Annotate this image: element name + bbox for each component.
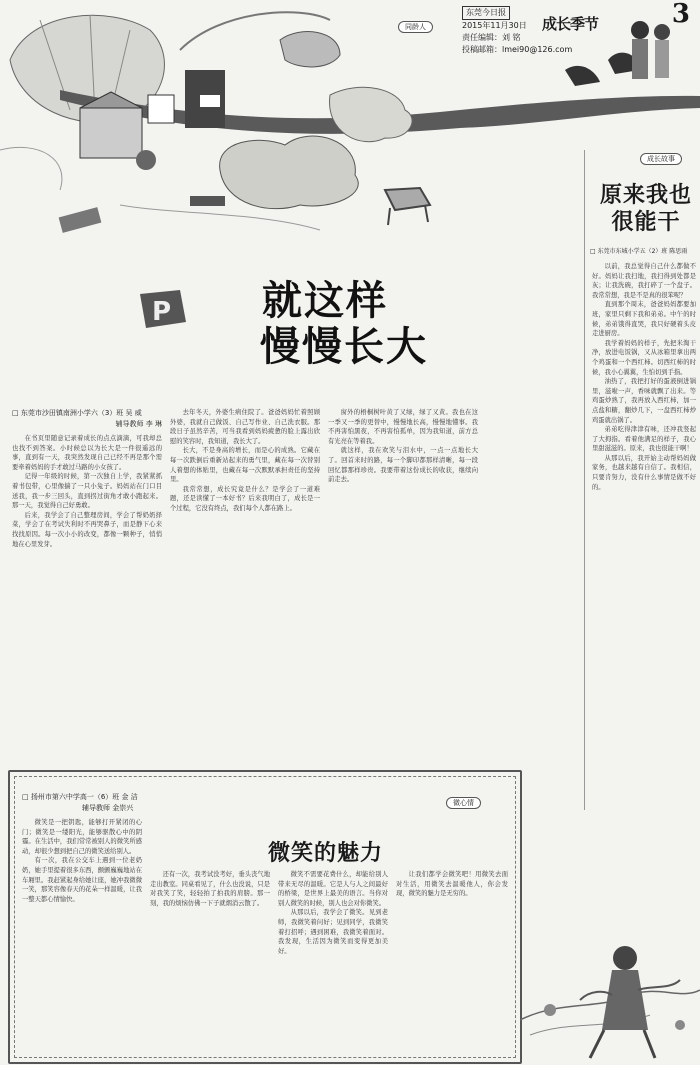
headline-line-2: 慢慢长大 bbox=[260, 324, 428, 370]
side-paragraph: 弟弟吃得津津有味，还冲我竖起了大拇指。看着他满足的样子，我心里甜滋滋的。原来，我也很能干啊！ bbox=[592, 426, 696, 453]
main-teacher: 辅导教师 李 琳 bbox=[115, 420, 162, 428]
main-paragraph: 我常常想，成长究竟是什么？是学会了一道难题，还是读懂了一本好书？后来我明白了，成长是一个过程，它没有终点，我们每个人都在路上。 bbox=[170, 485, 320, 512]
side-byline: □ 东莞市东城小学五（2）班 陈思雨 bbox=[590, 248, 688, 255]
main-column-3 bbox=[328, 408, 478, 756]
side-paragraph: 以前，我总觉得自己什么都做不好。妈妈让我扫地，我扫得到处都是灰；让我洗碗，我打碎了一个盘子。我常常想，我是不是真的很笨呢？ bbox=[592, 263, 696, 299]
side-headline-line-1: 原来我也 bbox=[599, 183, 692, 208]
main-paragraph: 就这样，我在欢笑与泪水中，一点一点地长大了。回首来时的路，每一个脚印都那样清晰，每一段回忆都那样珍贵。我要带着这份成长的收获，继续向前走去。 bbox=[328, 447, 478, 484]
main-paragraph: 长大，不是身高的增长，而是心的成熟。它藏在每一次跌倒后重新站起来的勇气里，藏在每一次替别人着想的体贴里，也藏在每一次默默承担责任的坚持里。 bbox=[170, 447, 320, 484]
email-line: 投稿邮箱：lmei90@126.com bbox=[462, 45, 573, 54]
boxed-byline bbox=[22, 792, 222, 814]
boxed-column-1 bbox=[22, 818, 142, 1048]
boxed-teacher: 辅导教师 金崇兴 bbox=[82, 804, 134, 812]
boxed-paragraph: 还有一次，我考试没考好，垂头丧气地走出教室。同桌看见了，什么也没说，只是对我笑了笑，轻轻拍了拍我的肩膀。那一刻，我的烦恼仿佛一下子就烟消云散了。 bbox=[150, 871, 270, 907]
boxed-paragraph: 微笑是一把钥匙，能够打开紧闭的心门；微笑是一缕阳光，能够驱散心中的阴霾。在生活中，我们常常被别人的微笑所感动，却很少想到把自己的微笑送给别人。 bbox=[22, 819, 142, 855]
masthead bbox=[462, 0, 692, 66]
side-tag bbox=[640, 146, 682, 165]
side-column bbox=[592, 262, 696, 802]
side-headline-line-2: 很能干 bbox=[611, 210, 681, 235]
headline-line-1: 就这样 bbox=[262, 278, 388, 324]
side-headline bbox=[596, 182, 696, 236]
main-column-1 bbox=[12, 434, 162, 756]
boxed-paragraph: 微笑不需要花费什么，却能给别人带来无尽的温暖。它是人与人之间最好的桥梁，是世界上最美的语言。当你对别人微笑的时候，别人也会对你微笑。 bbox=[278, 871, 388, 907]
boxed-tag bbox=[446, 790, 481, 809]
main-paragraph: 后来，我学会了自己整理房间，学会了帮奶奶择菜，学会了在考试失利时不再哭鼻子，而是静下心来找找原因。每一次小小的改变，都像一颗种子，悄悄地在心里发芽。 bbox=[12, 511, 162, 548]
boxed-author: □ 扬州市第六中学高一（6）班 金 洁 bbox=[22, 793, 138, 801]
page-number: 3 bbox=[671, 0, 690, 29]
boxed-column-4 bbox=[396, 870, 508, 1048]
boxed-paragraph: 从那以后，我学会了微笑。见到老师，我微笑着问好；见到同学，我微笑着打招呼；遇到困难，我微笑着面对。我发现，生活因为微笑而变得更加美好。 bbox=[278, 909, 388, 955]
main-byline bbox=[12, 408, 162, 430]
side-paragraph: 油热了，我把打好的蛋液倒进锅里，滋啦一声，香味就飘了出来。等鸡蛋炒熟了，我再放入西红柿，加一点盐和糖，翻炒几下，一盘西红柿炒鸡蛋就出锅了。 bbox=[592, 378, 696, 424]
issue-date: 2015年11月30日 bbox=[462, 21, 527, 30]
side-tag-label: 成长故事 bbox=[640, 153, 682, 165]
paper-name: 东莞今日报 bbox=[462, 6, 510, 20]
main-paragraph: 窗外的梧桐树叶黄了又绿，绿了又黄。我也在这一季又一季的更替中，慢慢地长高，慢慢地懂事。我不再害怕黑夜，不再害怕孤单，因为我知道，前方总有光亮在等着我。 bbox=[328, 409, 478, 445]
editor-line: 责任编辑：刘 铭 bbox=[462, 33, 521, 42]
boxed-paragraph: 有一次，我在公交车上遇到一位老奶奶，她手里提着很多东西，颤颤巍巍地站在车厢里。我赶紧起身给她让座，她冲我微微一笑，那笑容像春天的花朵一样温暖，让我一整天都心情愉快。 bbox=[22, 857, 142, 903]
main-column-2 bbox=[170, 408, 320, 756]
svg-text:P: P bbox=[152, 297, 172, 327]
main-headline bbox=[262, 278, 442, 370]
boxed-headline: 微笑的魅力 bbox=[268, 841, 384, 866]
top-tag-label: 同龄人 bbox=[398, 21, 433, 33]
girl-illustration bbox=[520, 940, 700, 1065]
decorative-letter-icon bbox=[130, 288, 190, 332]
main-paragraph: 去年冬天，外婆生病住院了。爸爸妈妈忙着照顾外婆，我就自己做饭、自己写作业、自己洗衣服。那段日子虽然辛苦，可当我看到妈妈疲惫的脸上露出欣慰的笑容时，我知道，我长大了。 bbox=[170, 409, 320, 445]
boxed-column-2 bbox=[150, 870, 270, 1048]
column-divider bbox=[584, 150, 585, 810]
boxed-column-3 bbox=[278, 870, 388, 1048]
section-title: 成长季节 bbox=[542, 15, 599, 33]
main-paragraph: 在书页里随意记录着成长的点点滴滴，可我却总也找不到答案。小时候总以为长大是一件很遥远的事，直到有一天，我突然发现自己已经不再是那个需要牵着妈妈的手才敢过马路的小女孩了。 bbox=[12, 435, 162, 471]
boxed-tag-label: 微心情 bbox=[446, 797, 481, 809]
top-tag bbox=[398, 14, 433, 33]
side-paragraph: 我学着妈妈的样子，先把米淘干净，放进电饭锅，又从冰箱里拿出两个鸡蛋和一个西红柿。切西红柿的时候，我小心翼翼，生怕切到手指。 bbox=[592, 339, 696, 376]
side-paragraph: 直到那个周末，爸爸妈妈都要加班，家里只剩下我和弟弟。中午的时候，弟弟饿得直哭，我只好硬着头皮走进厨房。 bbox=[592, 301, 696, 338]
side-paragraph: 从那以后，我开始主动帮妈妈做家务，也越来越有自信了。我相信，只要肯努力，没有什么事情是做不好的。 bbox=[592, 454, 696, 491]
main-author: □ 东莞市沙田镇南洲小学六（3）班 吴 威 bbox=[12, 409, 142, 417]
main-paragraph: 记得一年级的时候，第一次独自上学，我紧紧抓着书包带，心里像揣了一只小兔子。妈妈站在门口目送我，我一步三回头，直到拐过街角才敢小跑起来。那一天，我觉得自己好勇敢。 bbox=[12, 473, 162, 510]
boxed-paragraph: 让我们都学会微笑吧！用微笑去面对生活，用微笑去温暖他人，你会发现，微笑的魅力是无穷的。 bbox=[396, 871, 508, 898]
